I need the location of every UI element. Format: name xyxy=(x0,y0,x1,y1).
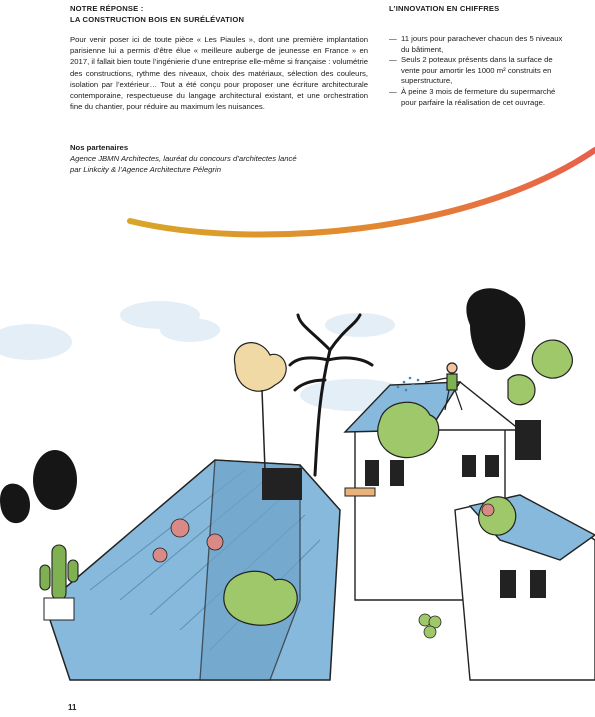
section-heading-right: L’INNOVATION EN CHIFFRES xyxy=(389,4,500,13)
heading-line-1: NOTRE RÉPONSE : xyxy=(70,4,144,13)
rooftop-illustration xyxy=(0,270,595,690)
stats-item: — À peine 3 mois de fermeture du supermarché pour parfaire la réalisation de cet ouvrage. xyxy=(389,87,569,108)
intro-paragraph: Pour venir poser ici de toute pièce « Les Piaules », dont une première implantation parisienne lui a permis d’être élue « meilleure auberge de jeunesse en France » en 2017, il fallait bien toute l’ingénierie d’une entreprise elle-même si française : volumétrie des constructions, rythme des niveaux, choix des matériaux, sélection des couleurs, isolation par l’extérieur… Tout a été conçu pour proposer une écriture architecturale contemporaine, respectueuse du langage architectural existant, et une orchestration fine du chantier, pour réduire au maximum les nuisances. xyxy=(70,35,368,112)
partners-text-line-2: par Linkcity & l’Agence Architecture Pélegrin xyxy=(70,165,221,175)
tree-canopy-icon xyxy=(234,343,286,392)
plant-pot xyxy=(44,598,74,620)
stats-item: — Seuls 2 poteaux présents dans la surface de vente pour amortir les 1000 m² construits en superstructure, xyxy=(389,55,569,87)
partners-title: Nos partenaires xyxy=(70,143,129,152)
page-number: 11 xyxy=(68,703,77,712)
stats-item: — 11 jours pour parachever chacun des 5 niveaux du bâtiment, xyxy=(389,34,569,55)
partners-text-line-1: Agence JBMN Architectes, lauréat du concours d’architectes lancé xyxy=(70,154,297,164)
chimney xyxy=(515,430,540,455)
small-house xyxy=(455,495,595,680)
heading-line-2: LA CONSTRUCTION BOIS EN SURÉLÉVATION xyxy=(70,15,245,24)
chimney xyxy=(262,468,302,500)
grapes-icon xyxy=(419,614,441,638)
